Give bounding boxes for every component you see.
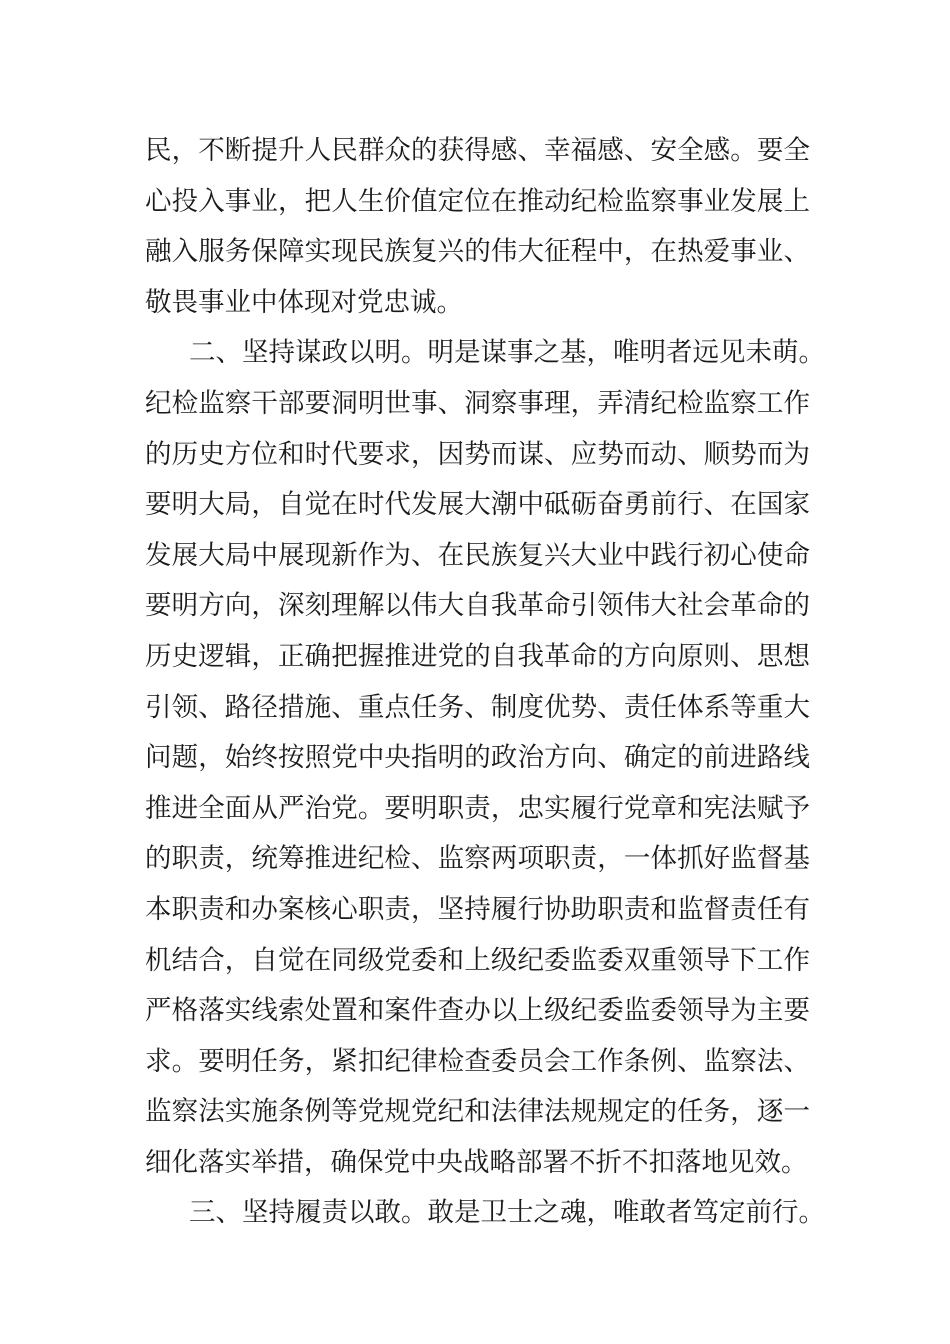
text-line: 心投入事业，把人生价值定位在推动纪检监察事业发展上 — [145, 185, 810, 217]
text-line: 引领、路径措施、重点任务、制度优势、责任体系等重大 — [145, 691, 810, 723]
text-line: 历史逻辑，正确把握推进党的自我革命的方向原则、思想 — [145, 640, 810, 672]
text-line: 推进全面从严治党。要明职责，忠实履行党章和宪法赋予 — [145, 792, 810, 824]
text-line: 本职责和办案核心职责，坚持履行协助职责和监督责任有 — [145, 893, 810, 925]
text-line: 问题，始终按照党中央指明的政治方向、确定的前进路线 — [145, 742, 810, 774]
text-line: 三、坚持履责以敢。敢是卫士之魂，唯敢者笃定前行。 — [189, 1197, 825, 1229]
text-line: 纪检监察干部要洞明世事、洞察事理，弄清纪检监察工作 — [145, 387, 810, 419]
text-line: 发展大局中展现新作为、在民族复兴大业中践行初心使命 — [145, 539, 810, 571]
text-line: 细化落实举措，确保党中央战略部署不折不扣落地见效。 — [145, 1146, 808, 1178]
text-line: 的历史方位和时代要求，因势而谋、应势而动、顺势而为 — [145, 438, 810, 470]
text-line: 民，不断提升人民群众的获得感、幸福感、安全感。要全 — [145, 135, 810, 166]
text-line: 的职责，统筹推进纪检、监察两项职责，一体抓好监督基 — [145, 843, 810, 875]
text-line: 二、坚持谋政以明。明是谋事之基，唯明者远见未萌。 — [189, 337, 825, 369]
text-line: 监察法实施条例等党规党纪和法律法规规定的任务，逐一 — [145, 1096, 810, 1128]
text-line: 机结合，自觉在同级党委和上级纪委监委双重领导下工作 — [145, 944, 810, 976]
text-line: 敬畏事业中体现对党忠诚。 — [145, 286, 463, 318]
text-line: 要明方向，深刻理解以伟大自我革命引领伟大社会革命的 — [145, 590, 810, 622]
text-line: 求。要明任务，紧扣纪律检查委员会工作条例、监察法、 — [145, 1045, 810, 1077]
body-text — [145, 126, 825, 1239]
text-line: 要明大局，自觉在时代发展大潮中砥砺奋勇前行、在国家 — [145, 489, 810, 521]
text-line: 严格落实线索处置和案件查办以上级纪委监委领导为主要 — [145, 995, 810, 1027]
text-line: 融入服务保障实现民族复兴的伟大征程中，在热爱事业、 — [145, 236, 810, 268]
